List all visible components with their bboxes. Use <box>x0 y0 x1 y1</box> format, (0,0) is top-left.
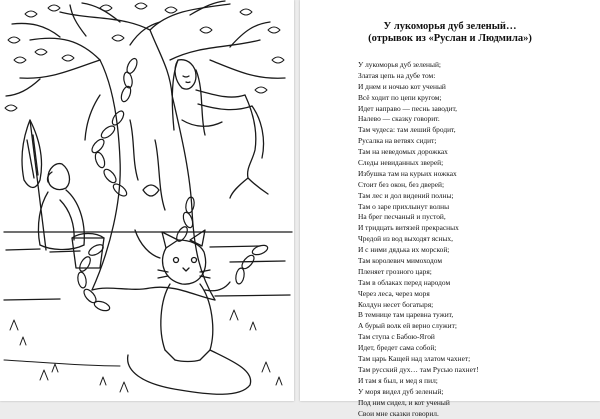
poem-line: Через леса, через моря <box>358 289 593 300</box>
poem-line: Под ним сидел, и кот ученый <box>358 398 593 409</box>
poem-line: Чредой из вод выходят ясных, <box>358 234 593 245</box>
poem-line: И там я был, и мед я пил; <box>358 376 593 387</box>
coloring-illustration-page <box>0 0 294 401</box>
sea-horizon-icon <box>4 232 292 300</box>
poem-line: И днем и ночью кот ученый <box>358 82 593 93</box>
poem-line: Свои мне сказки говорил. <box>358 409 593 419</box>
poem-line: Златая цепь на дубе том: <box>358 71 593 82</box>
poem-line: Там лес и дол видений полны; <box>358 191 593 202</box>
poem-line: У моря видел дуб зеленый; <box>358 387 593 398</box>
poem-line: Идет, бредет сама собой; <box>358 343 593 354</box>
cat-icon <box>128 230 251 394</box>
poem-line: Русалка на ветвях сидит; <box>358 136 593 147</box>
poem-line: Налево — сказку говорит. <box>358 114 593 125</box>
broom-icon <box>22 120 46 250</box>
poem-line: У лукоморья дуб зеленый; <box>358 60 593 71</box>
poem-line: Колдун несет богатыря; <box>358 300 593 311</box>
poem-line: Там королевич мимоходом <box>358 256 593 267</box>
poem-line: Там ступа с Бабою-Ягой <box>358 332 593 343</box>
oak-trunk-icon <box>85 60 215 300</box>
poem-title: У лукоморья дуб зеленый… <box>300 21 600 32</box>
lukomorye-coloring-illustration <box>0 0 294 401</box>
poem-line: Идет направо — песнь заводит, <box>358 104 593 115</box>
poem-text-page <box>300 0 600 401</box>
poem-line: Всё ходит по цепи кругом; <box>358 93 593 104</box>
poem-line: И с ними дядька их морской; <box>358 245 593 256</box>
poem-line: В темнице там царевна тужит, <box>358 310 593 321</box>
poem-line: Стоит без окон, без дверей; <box>358 180 593 191</box>
poem-line: Там на неведомых дорожках <box>358 147 593 158</box>
poem-lines <box>358 60 593 419</box>
poem-line: Там о заре прихлынут волны <box>358 202 593 213</box>
oak-branches-icon <box>6 1 285 96</box>
poem-subtitle: (отрывок из «Руслан и Людмила») <box>300 33 600 44</box>
poem-line: Там чудеса: там леший бродит, <box>358 125 593 136</box>
oak-leaves-icon <box>5 3 284 111</box>
poem-line: И тридцать витязей прекрасных <box>358 223 593 234</box>
poem-line: Избушка там на курьих ножках <box>358 169 593 180</box>
baba-yaga-icon <box>38 164 84 250</box>
poem-line: Там царь Кащей над златом чахнет; <box>358 354 593 365</box>
poem-line: Следы невиданных зверей; <box>358 158 593 169</box>
poem-line: А бурый волк ей верно служит; <box>358 321 593 332</box>
mermaid-icon <box>172 60 268 198</box>
poem-line: Там русский дух… там Русью пахнет! <box>358 365 593 376</box>
poem-line: На брег песчаный и пустой, <box>358 212 593 223</box>
poem-line: Пленяет грозного царя; <box>358 267 593 278</box>
poem-line: Там в облаках перед народом <box>358 278 593 289</box>
